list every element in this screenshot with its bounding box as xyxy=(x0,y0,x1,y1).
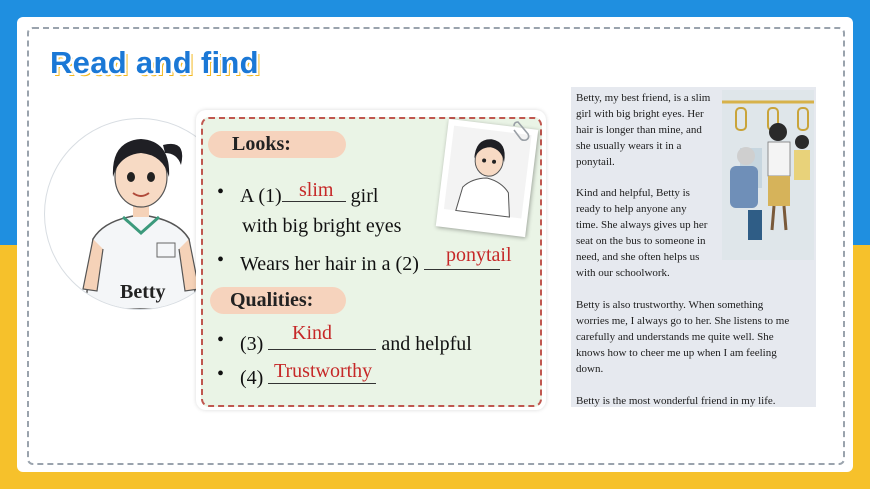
item3-prefix: (3) xyxy=(240,333,269,355)
item1-suffix: girl xyxy=(345,185,379,207)
reading-line: carefully and understands me quite well. She xyxy=(576,331,774,343)
reading-line: Betty is the most wonderful friend in my life. xyxy=(576,395,776,407)
reading-line: need, and she often helps us xyxy=(576,251,700,263)
reading-line: time. She always gives up her xyxy=(576,219,708,231)
item3-line xyxy=(240,329,472,356)
page-title: Read and find xyxy=(50,45,259,80)
reading-line: with our schoolwork. xyxy=(576,267,670,279)
bus-scene-illustration xyxy=(722,90,814,260)
bullet-2: • xyxy=(217,249,225,271)
paragraph-4 xyxy=(576,393,776,409)
paragraph-1 xyxy=(576,90,710,170)
reading-line: down. xyxy=(576,363,604,375)
reading-line: she usually wears it in a xyxy=(576,140,682,152)
reading-line: hair is longer than mine, and xyxy=(576,124,702,136)
qualities-pill xyxy=(210,287,346,314)
paragraph-3 xyxy=(576,297,789,377)
paperclip-icon xyxy=(510,120,534,144)
betty-label: Betty xyxy=(120,281,166,303)
reading-line: ready to help anyone any xyxy=(576,203,687,215)
item2-prefix: Wears her hair in a (2) xyxy=(240,253,424,275)
item4-answer: Trustworthy xyxy=(274,360,373,382)
reading-line: knows how to cheer me up when I am feeling xyxy=(576,347,777,359)
qualities-label: Qualities: xyxy=(230,289,314,311)
reading-line: ponytail. xyxy=(576,156,615,168)
item1-prefix: A (1) xyxy=(240,185,282,207)
reading-line: girl with big bright eyes. Her xyxy=(576,108,704,120)
item4-prefix: (4) xyxy=(240,367,269,389)
bullet-3: • xyxy=(217,329,225,351)
reading-line: Betty, my best friend, is a slim xyxy=(576,92,711,104)
bullet-4: • xyxy=(217,363,225,385)
item3-suffix: and helpful xyxy=(376,333,472,355)
reading-line: Betty is also trustworthy. When something xyxy=(576,299,764,311)
reading-line: worries me, I always go to her. She listens to me xyxy=(576,315,790,327)
bullet-1: • xyxy=(217,181,225,203)
paragraph-2 xyxy=(576,185,707,281)
item2-answer: ponytail xyxy=(446,244,512,266)
item3-answer: Kind xyxy=(292,322,332,344)
looks-pill xyxy=(208,131,346,158)
item1-line2: with big bright eyes xyxy=(242,215,402,237)
reading-line: seat on the bus to someone in xyxy=(576,235,706,247)
reading-line: Kind and helpful, Betty is xyxy=(576,187,690,199)
looks-label: Looks: xyxy=(232,133,291,155)
item1-answer: slim xyxy=(299,179,334,201)
